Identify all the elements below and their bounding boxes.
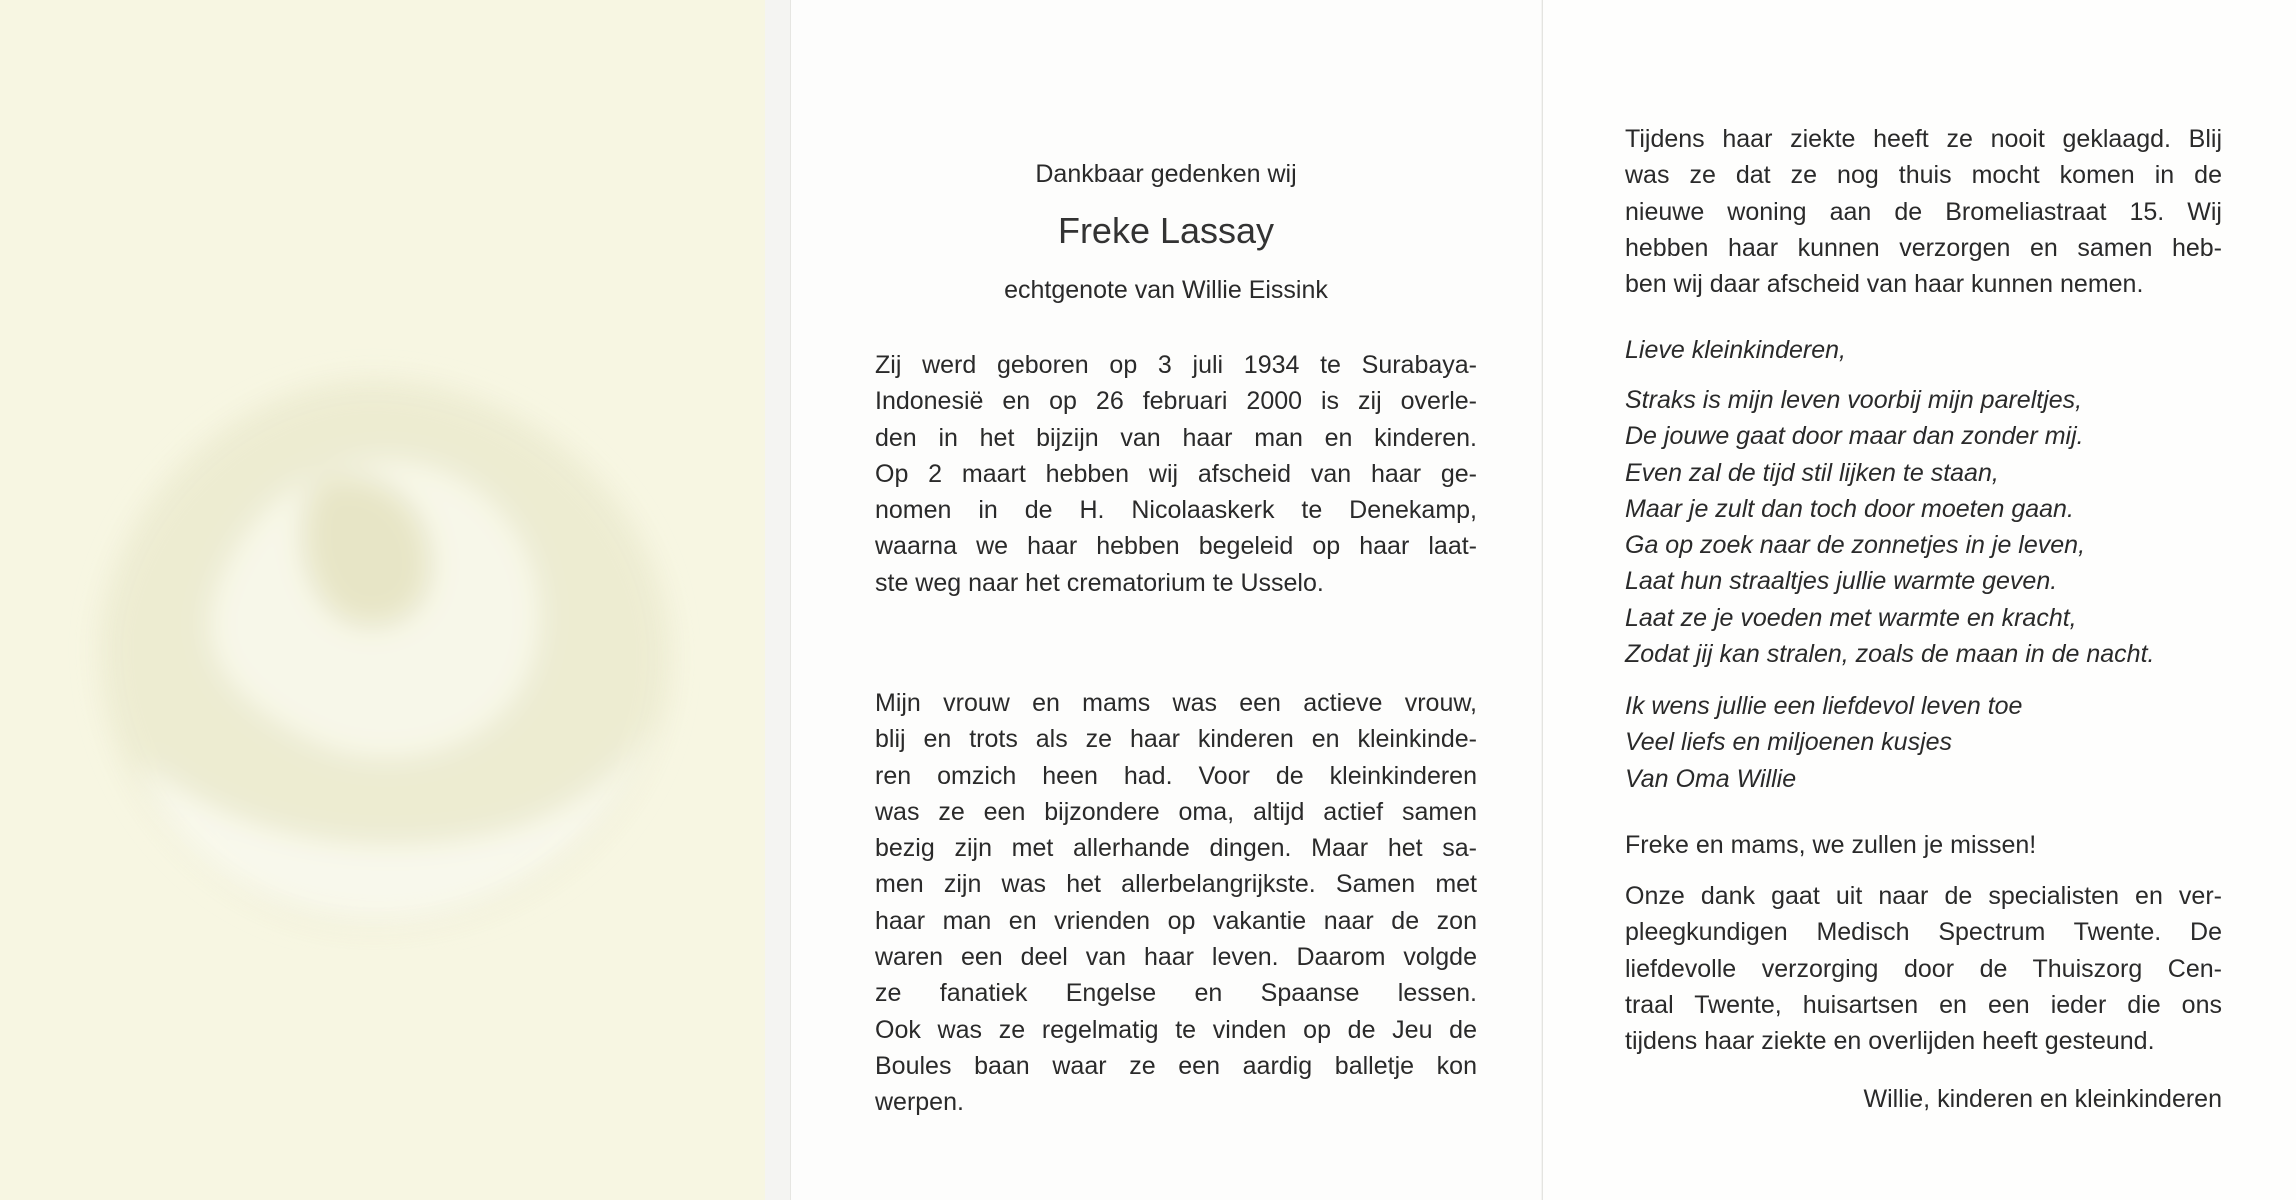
text-line: Tijdens haar ziekte heeft ze nooit geklaagd. Blij [1625,125,2222,153]
text-line: Straks is mijn leven voorbij mijn pareltjes, [1625,386,2083,414]
text-line: Op 2 maart hebben wij afscheid van haar ge- [875,459,1477,488]
card-front-panel [0,0,765,1200]
text-line: Laat ze je voeden met warmte en kracht, [1625,603,2077,632]
text-line: hebben haar kunnen verzorgen en samen heb- [1625,233,2222,262]
text-line: ren omzich heen had. Voor de kleinkinderen [875,761,1477,790]
text-line: ben wij daar afscheid van haar kunnen nemen. [1625,270,2144,299]
signature: Willie, kinderen en kleinkinderen [1863,1085,2222,1113]
text-line: was ze dat ze nog thuis mocht komen in de [1625,161,2222,190]
text-line: De jouwe gaat door maar dan zonder mij. [1625,422,2084,451]
illness-paragraph [1625,121,2222,302]
text-line: Indonesië en op 26 februari 2000 is zij overle- [875,387,1477,416]
thanks-paragraph [1625,878,2222,1059]
spouse-text: echtgenote van Willie Eissink [1004,276,1328,304]
text-line: werpen. [875,1088,964,1117]
text-line: men zijn was het allerbelangrijkste. Samen met [875,870,1477,899]
text-line: den in het bijzijn van haar man en kinderen. [875,423,1477,452]
text-line: Onze dank gaat uit naar de specialisten en ver- [1625,882,2222,910]
personality-paragraph [875,685,1477,1121]
text-line: tijdens haar ziekte en overlijden heeft gesteund. [1625,1027,2155,1056]
text-line: Van Oma Willie [1625,764,1797,793]
text-line: Zij werd geboren op 3 juli 1934 te Surabaya- [875,351,1477,379]
poem [1625,382,2265,672]
text-line: Veel liefs en miljoenen kusjes [1625,728,1953,757]
text-line: blij en trots als ze haar kinderen en kleinkinde- [875,725,1477,754]
text-line: haar man en vrienden op vakantie naar de zon [875,906,1477,935]
text-line: nieuwe woning aan de Bromeliastraat 15. Wij [1625,197,2222,226]
text-line: Ik wens jullie een liefdevol leven toe [1625,692,2023,720]
text-line: was ze een bijzondere oma, altijd actief samen [875,797,1477,826]
card-right-panel [1542,0,2296,1200]
text-line: traal Twente, huisartsen en een ieder die ons [1625,990,2222,1019]
farewell-text: Freke en mams, we zullen je missen! [1625,831,2037,859]
deceased-name: Freke Lassay [1057,210,1275,251]
text-line: Ga op zoek naar de zonnetjes in je leven, [1625,531,2086,560]
text-line: Laat hun straaltjes jullie warmte geven. [1625,567,2058,596]
rose-image [60,330,700,950]
poem-greeting: Lieve kleinkinderen, [1625,336,1846,364]
card-middle-panel [790,0,1541,1200]
biography-paragraph [875,347,1477,601]
text-line: Boules baan waar ze een aardig balletje kon [875,1051,1477,1080]
text-line: nomen in de H. Nicolaaskerk te Denekamp, [875,496,1477,525]
text-line: ste weg naar het crematorium te Usselo. [875,568,1324,597]
text-line: ze fanatiek Engelse en Spaanse lessen. [875,979,1477,1008]
intro-text: Dankbaar gedenken wij [1035,160,1297,188]
text-line: pleegkundigen Medisch Spectrum Twente. De [1625,918,2222,947]
text-line: Maar je zult dan toch door moeten gaan. [1625,494,2074,523]
text-line: Ook was ze regelmatig te vinden op de Jeu de [875,1015,1477,1044]
poem-closing [1625,688,2225,797]
text-line: waarna we haar hebben begeleid op haar laat- [875,532,1477,561]
text-line: Zodat jij kan stralen, zoals de maan in de nacht. [1625,640,2155,669]
text-line: bezig zijn met allerhande dingen. Maar het sa- [875,834,1477,863]
text-line: Even zal de tijd stil lijken te staan, [1625,458,1999,487]
text-line: liefdevolle verzorging door de Thuiszorg Cen- [1625,954,2222,983]
text-line: waren een deel van haar leven. Daarom volgde [875,943,1477,972]
text-line: Mijn vrouw en mams was een actieve vrouw, [875,689,1477,717]
